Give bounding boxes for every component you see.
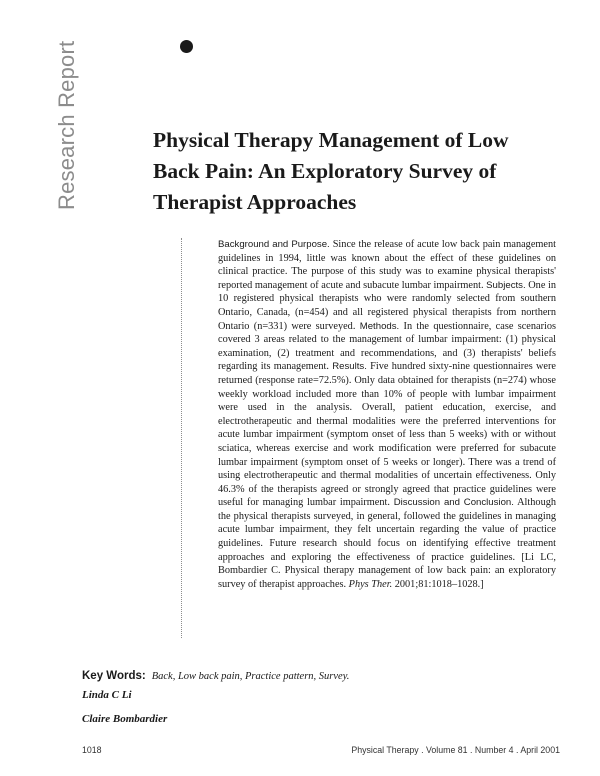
author-2: Claire Bombardier (82, 713, 168, 725)
abstract-citation-journal: Phys Ther. (348, 578, 393, 590)
abstract-background-text: Since the release of acute low back pain management guidelines in 1994, little was known about the effect of these guidelines on clinical practice. The purpose of this study was to examine physical therapists' reported management of acute and subacute lumbar impairment. (218, 239, 556, 291)
article-title (153, 125, 573, 218)
abstract-results-heading: Results. (332, 361, 367, 373)
bullet-dot-icon (180, 40, 193, 53)
title-line-1: Physical Therapy Management of Low (153, 128, 509, 152)
dotted-vertical-rule (181, 238, 182, 638)
title-line-2: Back Pain: An Exploratory Survey of (153, 159, 497, 183)
section-label (24, 40, 84, 240)
abstract-citation: [Li LC, Bombardier C. Physical therapy management of low back pain: an exploratory survey of therapist approaches. (218, 551, 557, 590)
title-line-3: Therapist Approaches (153, 190, 357, 214)
abstract-background-heading: Background and Purpose. (218, 239, 330, 250)
abstract-methods-heading: Methods. (359, 320, 400, 332)
abstract-discussion-heading: Discussion and Conclusion. (393, 497, 514, 509)
key-words-text: Back, Low back pain, Practice pattern, Survey. (151, 671, 350, 682)
key-words (82, 666, 582, 684)
abstract-subjects-text: One in 10 registered physical therapists who were randomly selected from southern Ontario, Canada, (n=454) and all registered physical therapists from northern Ontario (n=331) were surveyed. (218, 279, 557, 332)
abstract-citation-end: 2001;81:1018–1028.] (394, 578, 484, 590)
page-number: 1018 (82, 745, 102, 755)
abstract-methods-text: In the questionnaire, case scenarios covered 3 areas related to the management of lumbar impairment: (1) physical examination, (2) treatment and recommendations, and (3) therapists' beliefs regarding its management. (218, 320, 557, 373)
abstract-subjects-heading: Subjects. (486, 279, 526, 291)
abstract-results-text: Five hundred sixty-nine questionnaires were returned (response rate=72.5%). Only data obtained for therapists (n=274) whose weekly workload included more than 10% of people with lumbar impairment were used in the analysis. Overall, patient education, exercise, and electrotherapeutic and thermal modalities were the preferred interventions for acute lumbar impairment (symptom onset of less than 5 weeks) with or without sciatica, whereas exercise and work modification were preferred for subacute lumbar impairment (symptom onset of 5 weeks or longer). There was a trend of using electrotherapeutic and thermal modalities of uncertain effectiveness. Only 46.3% of the therapists agreed or strongly agreed that practice guidelines were useful for managing lumbar impairment. (218, 361, 556, 509)
abstract-discussion-text: Although the physical therapists surveyed, in general, followed the guidelines in managing acute lumbar impairment, they felt uncertain regarding the value of practice guidelines. Future research should focus on identifying effective treatment approaches and exploring the effectiveness of practice guidelines. (218, 497, 557, 563)
journal-info: Physical Therapy . Volume 81 . Number 4 . April 2001 (351, 745, 560, 755)
abstract (218, 238, 556, 591)
author-1: Linda C Li (82, 689, 132, 701)
section-label-text: Research Report (54, 40, 79, 210)
key-words-label: Key Words: (82, 670, 146, 682)
